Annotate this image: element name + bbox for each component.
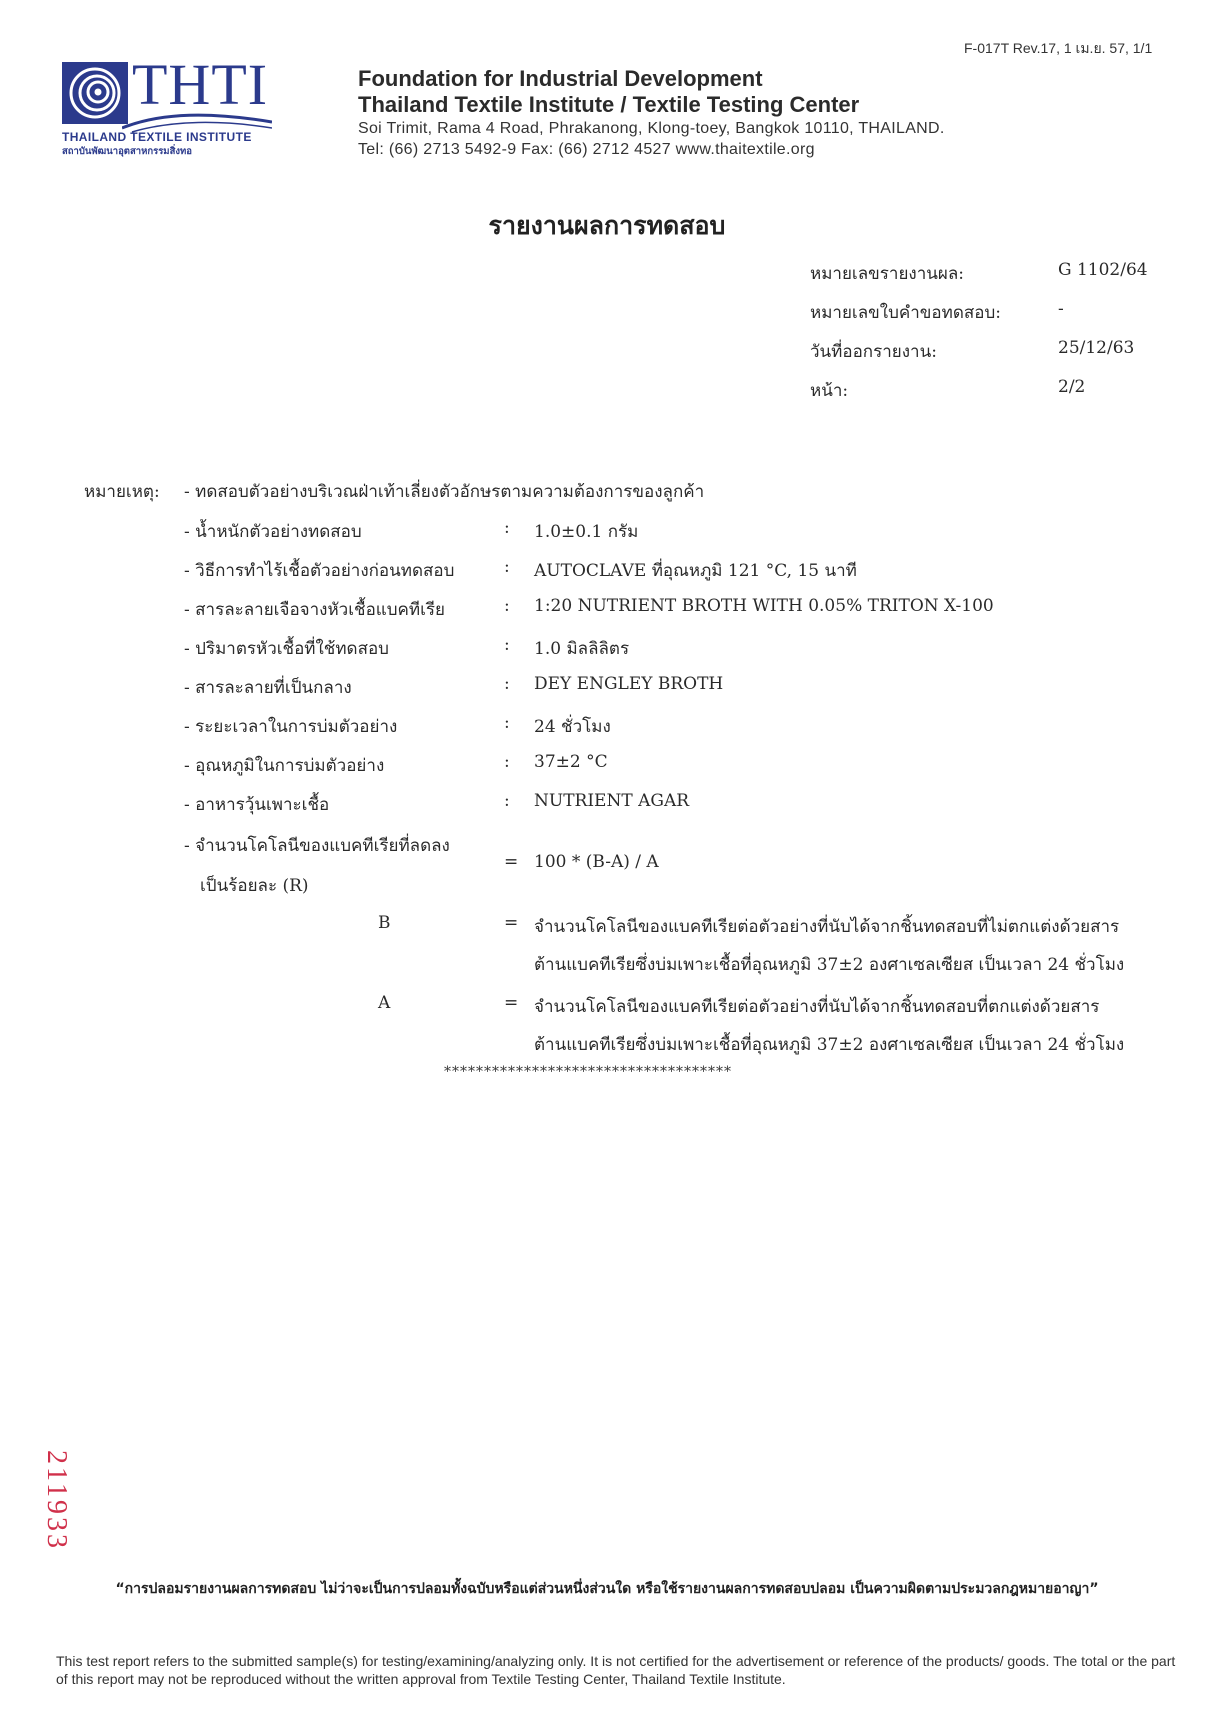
remark-value: 1.0±0.1 กรัม — [534, 522, 639, 542]
logo-english-name: THAILAND TEXTILE INSTITUTE — [62, 130, 252, 144]
end-of-report-marker: ************************************ — [444, 1064, 732, 1080]
logo-thai-name: สถาบันพัฒนาอุตสาหกรรมสิ่งทอ — [62, 146, 192, 157]
logo-wordmark: THTI — [132, 52, 269, 117]
definition-equals: = — [504, 913, 519, 933]
remark-colon: : — [504, 635, 510, 655]
definition-a-line2: ต้านแบคทีเรียซึ่งบ่มเพาะเชื้อที่อุณหภูมิ 37±2 องศาเซลเซียส เป็นเวลา 24 ชั่วโมง — [534, 1035, 1125, 1055]
remark-label: - ระยะเวลาในการบ่มตัวอย่าง — [184, 717, 398, 737]
request-number-value: - — [1058, 299, 1064, 319]
request-number-label: หมายเลขใบคำขอทดสอบ: — [810, 303, 1001, 323]
organization-block — [358, 66, 945, 160]
report-title: รายงานผลการทดสอบ — [488, 211, 726, 240]
remark-label: - สารละลายที่เป็นกลาง — [184, 678, 352, 698]
definition-equals: = — [504, 993, 519, 1013]
formula-label-line2: เป็นร้อยละ (R) — [200, 876, 309, 896]
formula-value: 100 * (B-A) / A — [534, 852, 659, 872]
swirl-logo-icon — [62, 62, 128, 124]
remark-value: 24 ชั่วโมง — [534, 717, 611, 737]
document-serial-stamp — [38, 1450, 78, 1560]
report-number-label: หมายเลขรายงานผล: — [810, 264, 964, 284]
formula-equals: = — [504, 852, 519, 872]
org-contact: Tel: (66) 2713 5492-9 Fax: (66) 2712 4527 www.thaitextile.org — [358, 141, 815, 158]
remark-label: - สารละลายเจือจางหัวเชื้อแบคทีเรีย — [184, 600, 446, 620]
remark-colon: : — [504, 752, 510, 772]
remark-colon: : — [504, 791, 510, 811]
remark-label: - ปริมาตรหัวเชื้อที่ใช้ทดสอบ — [184, 639, 389, 659]
remarks-intro: - ทดสอบตัวอย่างบริเวณฝ่าเท้าเลี่ยงตัวอักษรตามความต้องการของลูกค้า — [184, 482, 705, 502]
thti-logo — [62, 52, 272, 157]
remark-value: 1.0 มิลลิลิตร — [534, 639, 630, 659]
forgery-warning: “การปลอมรายงานผลการทดสอบ ไม่ว่าจะเป็นการปลอมทั้งฉบับหรือแต่ส่วนหนึ่งส่วนใด หรือใช้รายงานผลการทดสอบปลอม เป็นความผิดตามประมวลกฎหมายอาญา” — [115, 1581, 1099, 1597]
report-number-value: G 1102/64 — [1058, 260, 1148, 280]
remark-value: DEY ENGLEY BROTH — [534, 674, 724, 694]
document-serial-number: 211933 — [41, 1450, 72, 1551]
remark-value: 1:20 NUTRIENT BROTH WITH 0.05% TRITON X-100 — [534, 596, 994, 616]
remark-value: AUTOCLAVE ที่อุณหภูมิ 121 °C, 15 นาที — [534, 561, 857, 581]
remark-colon: : — [504, 596, 510, 616]
remark-label: - วิธีการทำไร้เชื้อตัวอย่างก่อนทดสอบ — [184, 561, 455, 581]
issue-date-label: วันที่ออกรายงาน: — [810, 342, 937, 362]
definition-letter-a: A — [378, 993, 391, 1013]
remark-label: - อาหารวุ้นเพาะเชื้อ — [184, 795, 330, 815]
remark-label: - อุณหภูมิในการบ่มตัวอย่าง — [184, 756, 385, 776]
definition-letter-b: B — [378, 913, 391, 933]
org-line-1: Foundation for Industrial Development — [358, 66, 763, 91]
issue-date-value: 25/12/63 — [1058, 338, 1135, 358]
remark-colon: : — [504, 674, 510, 694]
definition-a-line1: จำนวนโคโลนีของแบคทีเรียต่อตัวอย่างที่นับได้จากชิ้นทดสอบที่ตกแต่งด้วยสาร — [534, 997, 1100, 1017]
report-disclaimer: This test report refers to the submitted sample(s) for testing/examining/analyzing only. It is not certified for the advertisement or reference of the products/ goods. The total or the part of this report may not be reproduced without the written approval from Textile Testing Center, Thailand Textile Institute. — [56, 1653, 1176, 1687]
page-value: 2/2 — [1058, 377, 1086, 397]
definition-b-line1: จำนวนโคโลนีของแบคทีเรียต่อตัวอย่างที่นับได้จากชิ้นทดสอบที่ไม่ตกแต่งด้วยสาร — [534, 917, 1120, 937]
remark-value: 37±2 °C — [534, 752, 608, 772]
remark-label: - น้ำหนักตัวอย่างทดสอบ — [184, 522, 362, 542]
page-label: หน้า: — [810, 381, 849, 401]
definition-b-line2: ต้านแบคทีเรียซึ่งบ่มเพาะเชื้อที่อุณหภูมิ 37±2 องศาเซลเซียส เป็นเวลา 24 ชั่วโมง — [534, 955, 1125, 975]
org-line-2: Thailand Textile Institute / Textile Testing Center — [358, 92, 860, 117]
remark-colon: : — [504, 518, 510, 538]
remark-colon: : — [504, 557, 510, 577]
form-code: F-017T Rev.17, 1 เม.ย. 57, 1/1 — [964, 40, 1153, 56]
formula-label-line1: - จำนวนโคโลนีของแบคทีเรียที่ลดลง — [184, 836, 450, 856]
remark-value: NUTRIENT AGAR — [534, 791, 690, 811]
org-address: Soi Trimit, Rama 4 Road, Phrakanong, Klong-toey, Bangkok 10110, THAILAND. — [358, 120, 945, 137]
remarks-heading: หมายเหตุ: — [84, 482, 160, 502]
remark-colon: : — [504, 713, 510, 733]
